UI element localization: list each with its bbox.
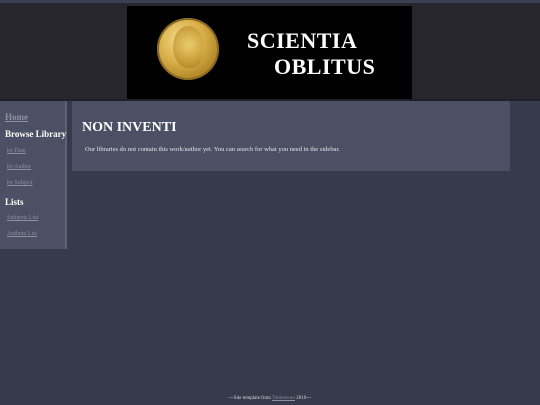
sidebar-link-by-subject[interactable]: by Subject [7,180,33,186]
coin-portrait-icon [173,26,203,68]
gold-coin-logo [157,18,219,80]
lists-heading: Lists [5,197,24,207]
browse-library-heading: Browse Library [5,129,67,139]
site-banner[interactable] [127,6,412,102]
banner-title-line1: SCIENTIA [247,28,358,53]
sidebar-home-link[interactable]: Home [5,112,28,122]
banner-title-line2: OBLITUS [274,54,376,79]
sidebar-link-by-author[interactable]: by Author [7,164,32,170]
sidebar [0,101,67,249]
footer-suffix: 2019--- [295,396,312,401]
main-content-panel [72,101,510,171]
header-band [0,0,540,99]
footer-template-link[interactable]: Tomorrows [272,396,296,401]
sidebar-link-authors-list[interactable]: Authors List [7,231,38,237]
sidebar-link-subjects-list[interactable]: Subjects List [7,215,39,221]
page-title: NON INVENTI [82,120,177,135]
not-found-message: Our libraries do not contain this work/author yet. You can search for what you need in the sidebar. [85,146,340,153]
footer [0,396,540,401]
sidebar-link-by-date[interactable]: by Date [7,148,26,154]
footer-prefix: ---Site template from [228,396,273,401]
